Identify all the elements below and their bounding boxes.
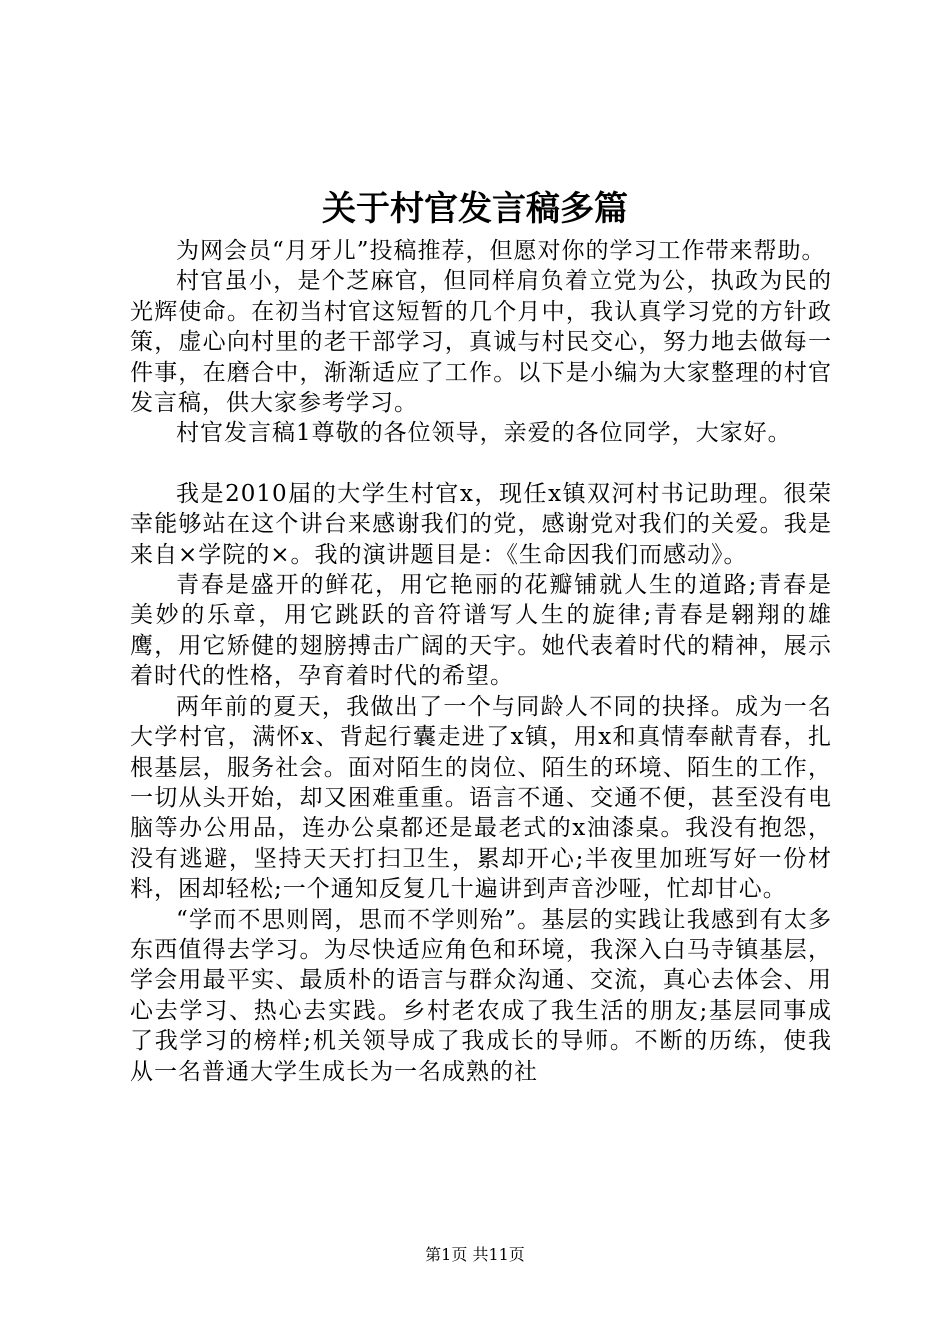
document-title: 关于村官发言稿多篇 (322, 189, 628, 229)
document-body (130, 236, 832, 1087)
learning-paragraph: “学而不思则罔，思而不学则殆”。基层的实践让我感到有太多东西值得去学习。为尽快适应角色和环境，我深入白马寺镇基层，学会用最平实、最质朴的语言与群众沟通、交流，真心去体会、用心去学习、热心去实践。乡村老农成了我生活的朋友;基层同事成了我学习的榜样;机关领导成了我成长的导师。不断的历练，使我从一名普通大学生成长为一名成熟的社 (130, 906, 832, 1085)
choice-paragraph: 两年前的夏天，我做出了一个与同龄人不同的抉择。成为一名大学村官，满怀x、背起行囊走进了x镇，用x和真情奉献青春，扎根基层，服务社会。面对陌生的岗位、陌生的环境、陌生的工作，一切从头开始，却又困难重重。语言不通、交通不便，甚至没有电脑等办公用品，连办公桌都还是最老式的x油漆桌。我没有抱怨，没有逃避，坚持天天打扫卫生，累却开心;半夜里加班写好一份材料，困却轻松;一个通知反复几十遍讲到声音沙哑，忙却甘心。 (130, 693, 832, 903)
intro-paragraph: 为网会员“月牙儿”投稿推荐，但愿对你的学习工作带来帮助。 (176, 238, 826, 264)
page-number-footer: 第1页 共11页 (425, 1245, 525, 1264)
speech-heading-paragraph: 村官发言稿1尊敬的各位领导，亲爱的各位同学，大家好。 (176, 420, 792, 447)
self-introduction-paragraph: 我是2010届的大学生村官x，现任x镇双河村书记助理。很荣幸能够站在这个讲台来感谢我们的党，感谢党对我们的关爱。我是来自×学院的×。我的演讲题目是：《生命因我们而感动》。 (130, 480, 832, 568)
summary-paragraph: 村官虽小，是个芝麻官，但同样肩负着立党为公，执政为民的光辉使命。在初当村官这短暂的几个月中，我认真学习党的方针政策，虚心向村里的老干部学习，真诚与村民交心，努力地去做每一件事，在磨合中，渐渐适应了工作。以下是小编为大家整理的村官发言稿，供大家参考学习。 (130, 268, 832, 417)
youth-paragraph: 青春是盛开的鲜花，用它艳丽的花瓣铺就人生的道路;青春是美妙的乐章，用它跳跃的音符谱写人生的旋律;青春是翱翔的雄鹰，用它矫健的翅膀搏击广阔的天宇。她代表着时代的精神，展示着时代的性格，孕育着时代的希望。 (130, 572, 832, 690)
